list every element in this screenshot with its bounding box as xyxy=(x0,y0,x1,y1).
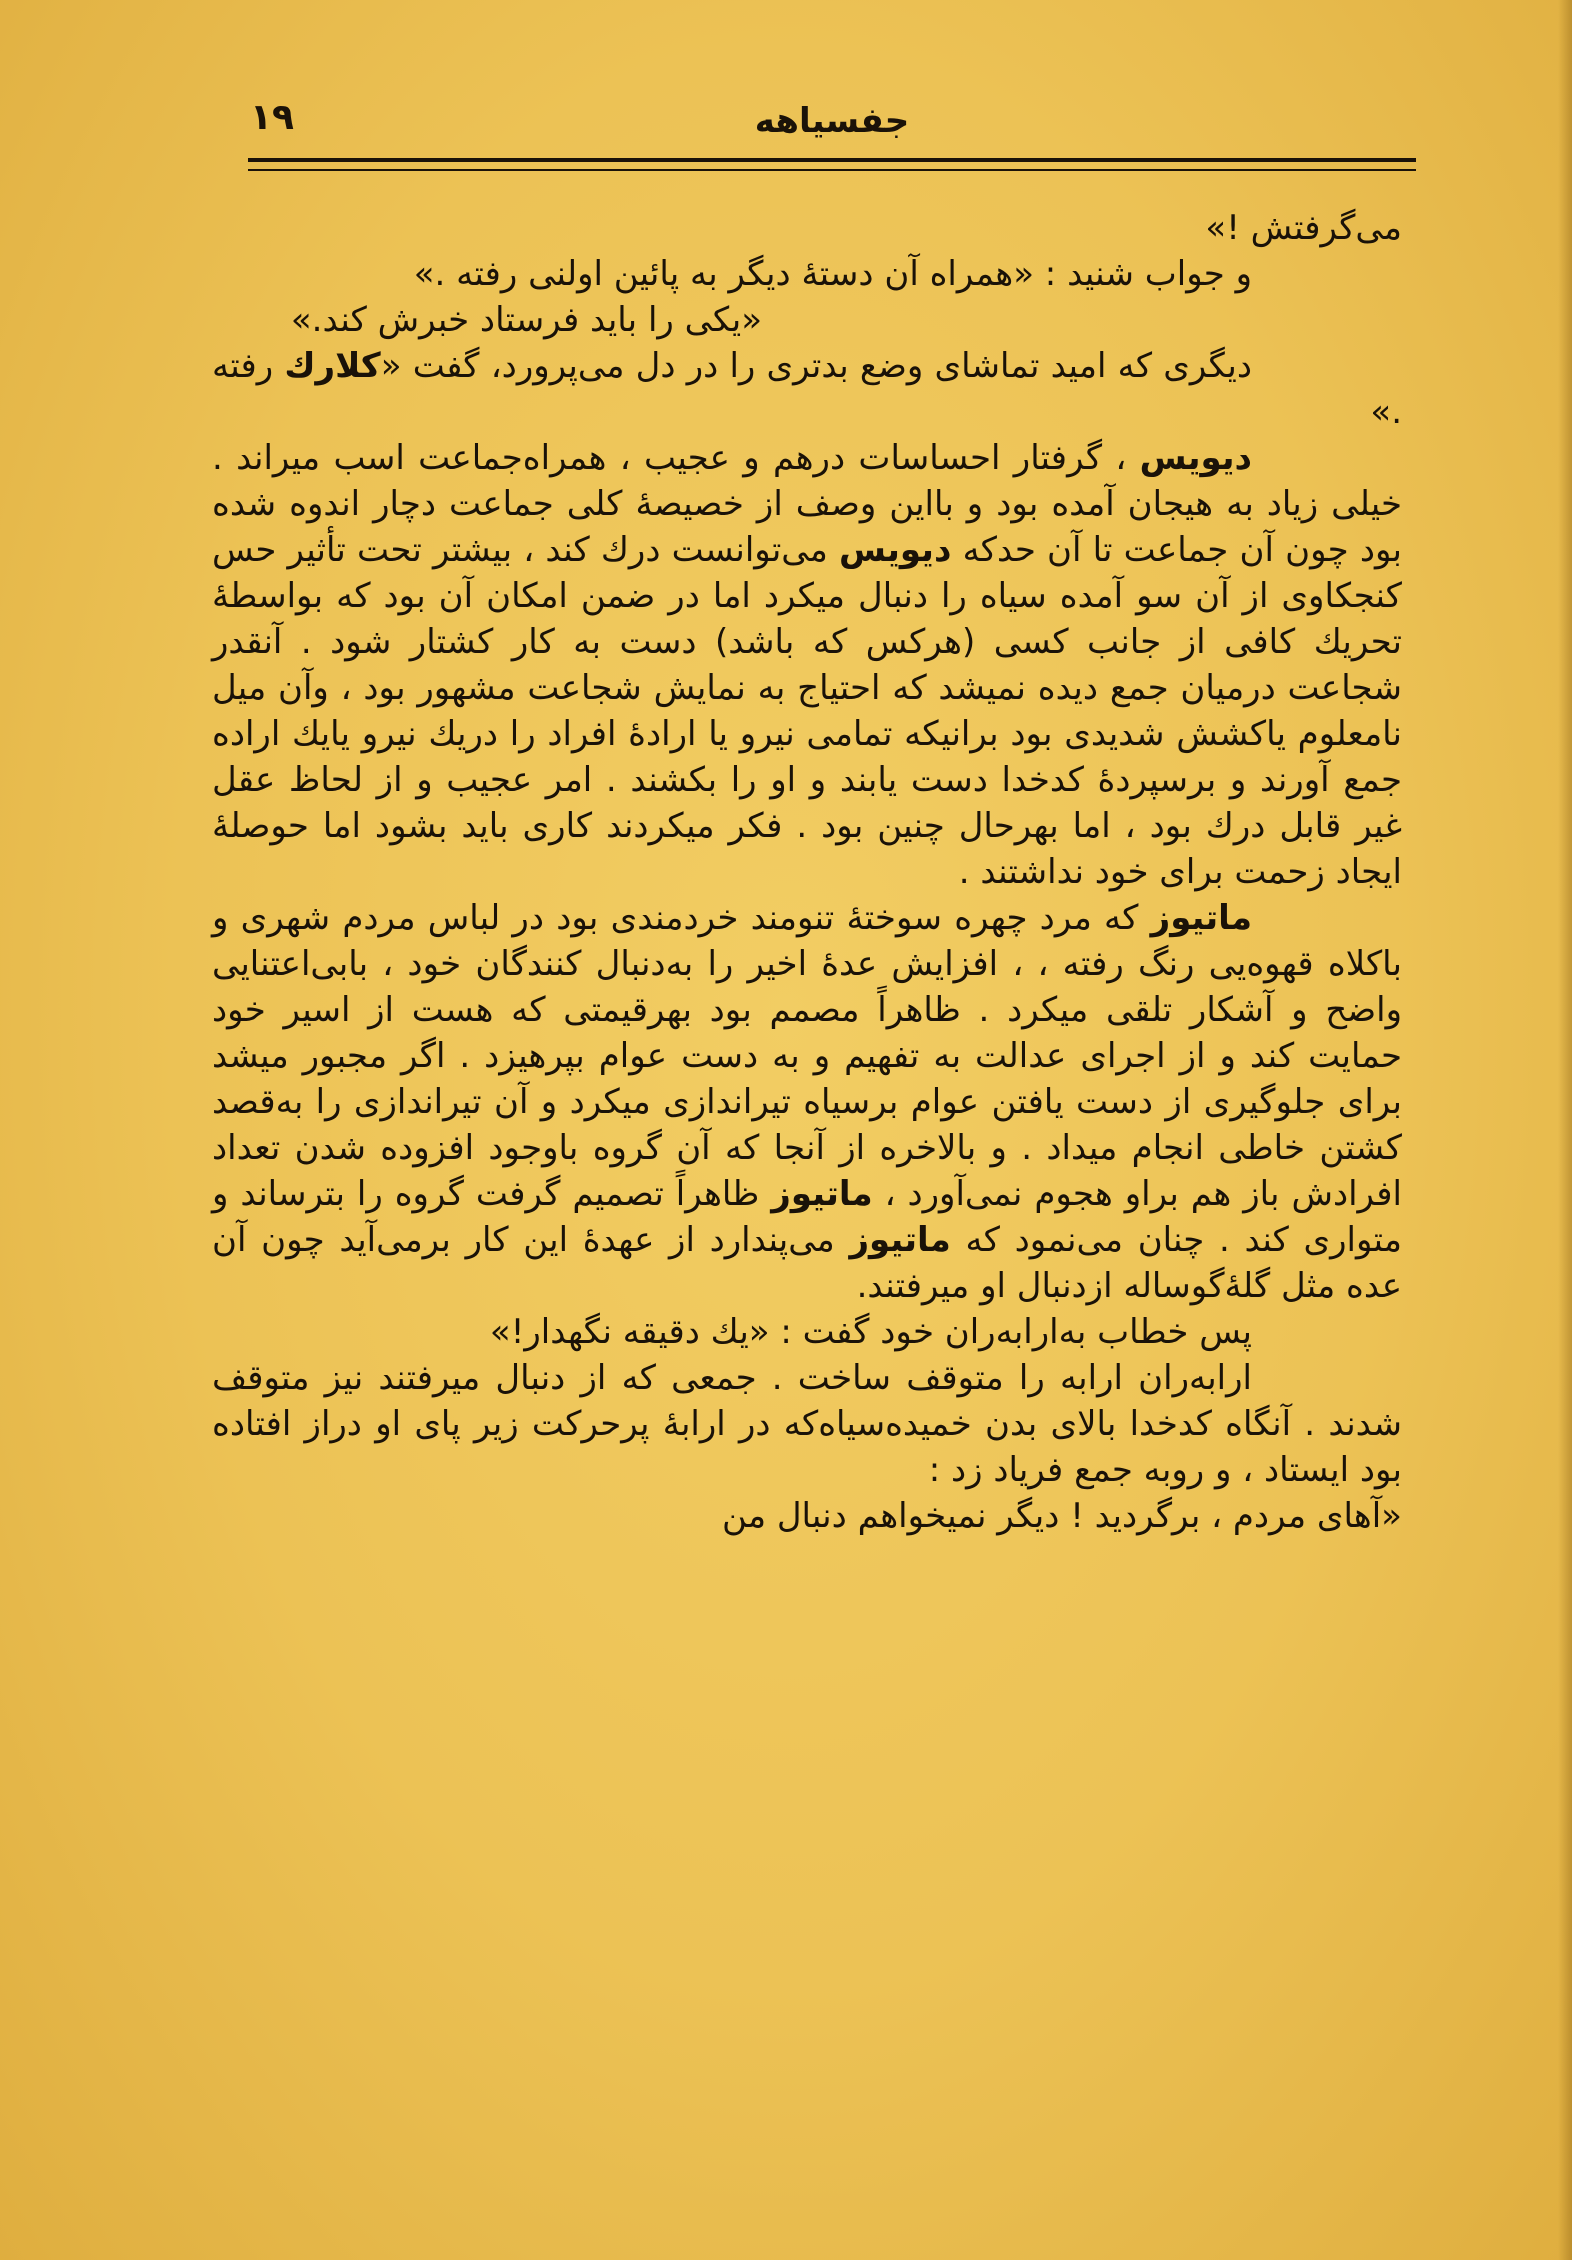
paragraph xyxy=(212,297,1402,343)
paragraph-text: می‌پندارد از عهدهٔ این کار برمی‌آید چون آن عده مثل گلهٔ‌گوساله ازدنبال او میرفتند. xyxy=(212,1220,1402,1306)
header-title: جفسیاهه xyxy=(754,101,910,141)
paragraph-text: رفته .» xyxy=(212,346,1402,432)
character-name: دیویس xyxy=(839,530,952,570)
paragraph-text: «آهای مردم ، برگردید ! دیگر نمیخواهم دنبال من xyxy=(721,1496,1402,1536)
running-header xyxy=(248,95,1416,155)
paragraph xyxy=(212,1309,1402,1355)
page-edge-shadow xyxy=(1558,0,1572,2260)
character-name: کلارك xyxy=(284,346,381,386)
character-name: ماتیوز xyxy=(849,1220,951,1260)
header-rule-thin xyxy=(248,169,1416,171)
paragraph-text: و جواب شنید : «همراه آن دستهٔ دیگر به پائین اولنی رفته .» xyxy=(413,254,1252,294)
body-text xyxy=(212,205,1402,1539)
character-name: ماتیوز xyxy=(1150,898,1252,938)
paragraph-text: پس خطاب به‌ارابه‌ران خود گفت : «یك دقیقه نگهدار!» xyxy=(489,1312,1252,1352)
paragraph-text: می‌توانست درك کند ، بیشتر تحت تأثیر حس کنجکاوی از آن سو آمده سیاه را دنبال میکرد اما در ضمن امکان آن بود که بواسطهٔ تحریك کافی از جانب کسی (هرکس که باشد) دست به کار کشتار شود . آنقدر شجاعت درمیان جمع دیده نمیشد که احتیاج به نمایش شجاعت مشهور بود ، وآن میل نامعلوم یاکشش شدیدی بود برانیکه تمامی نیرو یا ارادهٔ افراد را دریك نیرو یایك اراده جمع آورند و برسپردهٔ کدخدا دست یابند و او را بکشند . امر عجیب و از لحاظ عقل غیر قابل درك بود ، اما بهرحال چنین بود . فکر میکردند کاری باید بشود اما حوصلهٔ ایجاد زحمت برای خود نداشتند . xyxy=(212,530,1402,892)
paragraph-text: که مرد چهره سوختهٔ تنومند خردمندی بود در لباس مردم شهری و باکلاه قهوه‌یی رنگ رفته ، ، افزایش عدهٔ اخیر را به‌دنبال کنندگان خود ، بابی‌اعتنایی واضح و آشکار تلقی میکرد . ظاهراً مصمم بود بهرقیمتی که هست از اسیر خود حمایت کند و از اجرای عدالت به تفهیم و به دست عوام بپرهیزد . اگر مجبور میشد برای جلوگیری از دست یافتن عوام برسیاه تیراندازی میکرد و آن تیراندازی را به‌قصد کشتن خاطی انجام میداد . و بالاخره از آنجا که آن گروه باوجود افزوده شدن تعداد افرادش باز هم براو هجوم نمی‌آورد ، xyxy=(212,898,1402,1214)
header-rule xyxy=(248,158,1416,162)
paragraph xyxy=(212,205,1402,251)
paragraph-text: ارابه‌ران ارابه را متوقف ساخت . جمعی که از دنبال میرفتند نیز متوقف شدند . آنگاه کدخدا بالای بدن خمیده‌سیاه‌که در ارابهٔ پرحرکت زیر پای او دراز افتاده بود ایستاد ، و روبه جمع فریاد زد : xyxy=(212,1358,1402,1490)
paragraph xyxy=(212,1355,1402,1493)
paragraph-text: ظاهراً تصمیم گرفت گروه را بترساند و متواری کند . چنان می‌نمود که xyxy=(212,1174,1403,1260)
paragraph xyxy=(212,435,1402,895)
paragraph-text: «یکی را باید فرستاد خبرش کند.» xyxy=(290,300,762,340)
paragraph-text: می‌گرفتش !» xyxy=(1205,208,1402,248)
paragraph-text: ، گرفتار احساسات درهم و عجیب ، همراه‌جماعت اسب میراند . خیلی زیاد به هیجان آمده بود و بااین وصف از خصیصهٔ کلی جماعت دچار اندوه شده بود چون آن جماعت تا آن حدکه xyxy=(212,438,1402,570)
paragraph xyxy=(212,895,1402,1309)
paragraph xyxy=(212,251,1402,297)
character-name: دیویس xyxy=(1139,438,1252,478)
character-name: ماتیوز xyxy=(771,1174,873,1214)
page-number: ۱۹ xyxy=(250,97,294,138)
paragraph xyxy=(212,1493,1402,1539)
paragraph-text: دیگری که امید تماشای وضع بدتری را در دل می‌پرورد، گفت « xyxy=(380,346,1252,386)
paragraph xyxy=(212,343,1402,435)
